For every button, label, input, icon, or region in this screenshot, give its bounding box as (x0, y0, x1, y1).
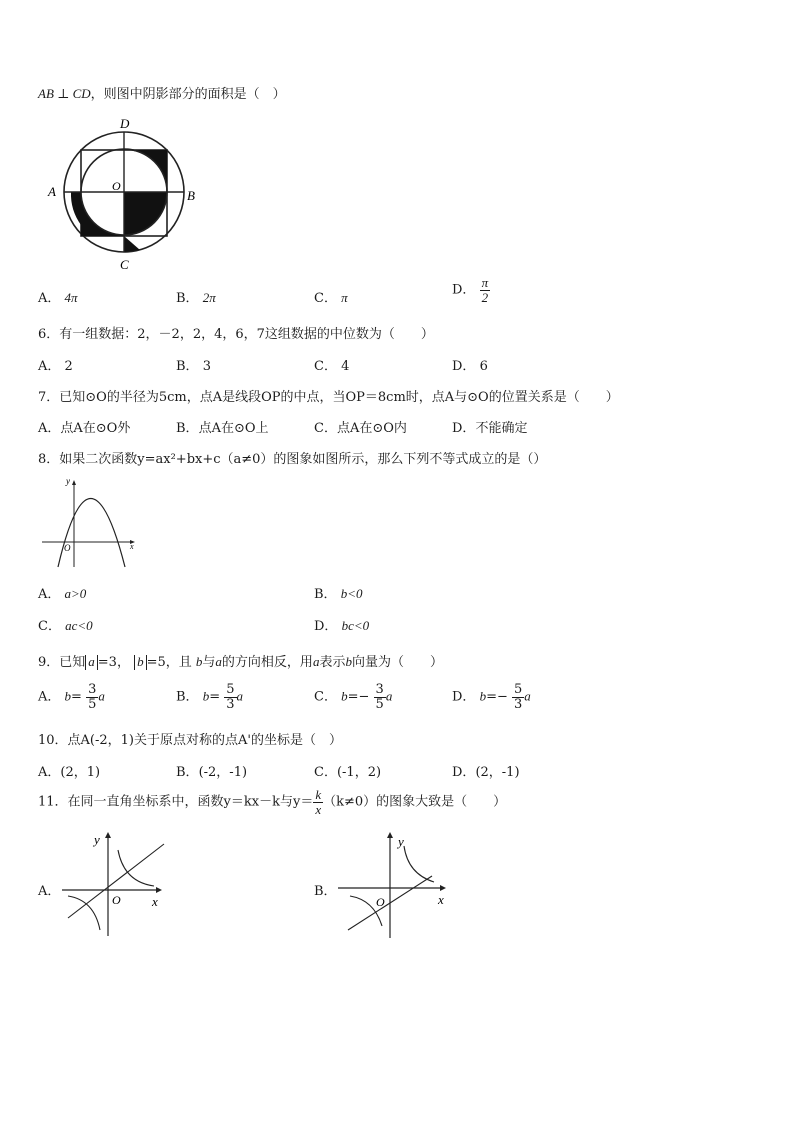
q11-fraction: $\frac{k}{x}$ (315, 787, 322, 817)
q11-a-label-o: O (112, 893, 121, 907)
q5-stem (38, 83, 286, 102)
q7-option-a[interactable]: A．点A在⊙O外 (38, 421, 131, 436)
q10-stem: 10．点A(-2，1)关于原点对称的点A'的坐标是（ ） (38, 733, 342, 748)
q10-option-c[interactable]: C．(-1，2) (314, 765, 382, 780)
q11-option-a[interactable]: A． (38, 884, 61, 899)
q11-option-a-graph[interactable] (58, 830, 168, 940)
q5-label-c: C (120, 257, 129, 272)
q7-option-b[interactable]: B．点A在⊙O上 (176, 421, 269, 436)
q7-option-c[interactable]: C．点A在⊙O内 (314, 421, 407, 436)
q9-option-a[interactable]: A． b= $\frac{3}{5}$ a (38, 682, 105, 712)
q5-stem-text: ，则图中阴影部分的面积是（ ） (90, 87, 286, 102)
q5-option-b[interactable]: B． 2π (176, 290, 216, 306)
q7-stem: 7．已知⊙O的半径为5cm，点A是线段OP的中点，当OP＝8cm时，点A与⊙O的位置关系是（ ） (38, 390, 619, 405)
q10-option-a[interactable]: A．(2，1) (38, 765, 101, 780)
q9-option-c-fraction: $\frac{3}{5}$ (375, 682, 384, 712)
q5-option-a[interactable]: A． 4π (38, 290, 78, 306)
q5-label-o: O (112, 179, 121, 193)
q8-option-d[interactable]: D． bc<0 (314, 618, 370, 634)
q5-stem-prefix: AB ⊥ CD (38, 86, 91, 101)
q6-option-b[interactable]: B． 3 (176, 359, 211, 374)
q11-b-label-o: O (376, 895, 385, 909)
q8-label-o: O (64, 543, 71, 553)
q5-option-d[interactable]: D． $\frac{\pi}{2}$ (452, 275, 489, 305)
q9-stem: 9．已知 a =3， b =5，且 b与a的方向相反，用a表示b向量为（ ） (38, 654, 443, 670)
q7-option-d[interactable]: D．不能确定 (452, 421, 528, 436)
q5-label-d: D (120, 116, 130, 131)
q5-label-b: B (187, 188, 195, 203)
q11-stem: 11．在同一直角坐标系中，函数y＝kx－k与y＝ $\frac{k}{x}$ （k≠0）的图象大致是（ ） (38, 787, 507, 817)
q11-a-label-x: x (152, 894, 158, 909)
q6-stem: 6．有一组数据：2，－2，2，4，6，7这组数据的中位数为（ ） (38, 327, 434, 342)
q11-a-label-y: y (94, 832, 100, 847)
q6-option-d[interactable]: D． 6 (452, 359, 488, 374)
q9-option-c[interactable]: C． b=− $\frac{3}{5}$ a (314, 682, 393, 712)
q8-option-b[interactable]: B． b<0 (314, 586, 363, 602)
q9-option-a-fraction: $\frac{3}{5}$ (88, 682, 97, 712)
q8-label-x: x (130, 542, 134, 551)
q11-b-label-y: y (398, 834, 404, 849)
q10-option-d[interactable]: D．(2，-1) (452, 765, 520, 780)
q8-stem: 8．如果二次函数y=ax²+bx+c（a≠0）的图象如图所示，那么下列不等式成立的是（） (38, 452, 547, 467)
q6-option-c[interactable]: C． 4 (314, 359, 350, 374)
q9-option-b[interactable]: B． b= $\frac{5}{3}$ a (176, 682, 244, 712)
q11-b-label-x: x (438, 892, 444, 907)
q11-option-b[interactable]: B． (314, 884, 337, 899)
q6-option-a[interactable]: A． 2 (38, 359, 73, 374)
q8-option-c[interactable]: C． ac<0 (38, 618, 93, 634)
q8-option-a[interactable]: A． a>0 (38, 586, 87, 602)
q8-label-y: y (66, 476, 70, 486)
q5-option-d-fraction: $\frac{\pi}{2}$ (481, 275, 489, 305)
q5-figure (40, 115, 210, 275)
q9-option-d-fraction: $\frac{5}{3}$ (514, 682, 523, 712)
q9-option-d[interactable]: D． b=− $\frac{5}{3}$ a (452, 682, 531, 712)
q5-option-c[interactable]: C． π (314, 290, 348, 306)
q9-option-b-fraction: $\frac{5}{3}$ (226, 682, 235, 712)
q11-option-b-graph[interactable] (334, 830, 454, 942)
q5-label-a: A (48, 184, 56, 199)
q8-parabola-figure (40, 475, 140, 570)
q10-option-b[interactable]: B．(-2，-1) (176, 765, 248, 780)
